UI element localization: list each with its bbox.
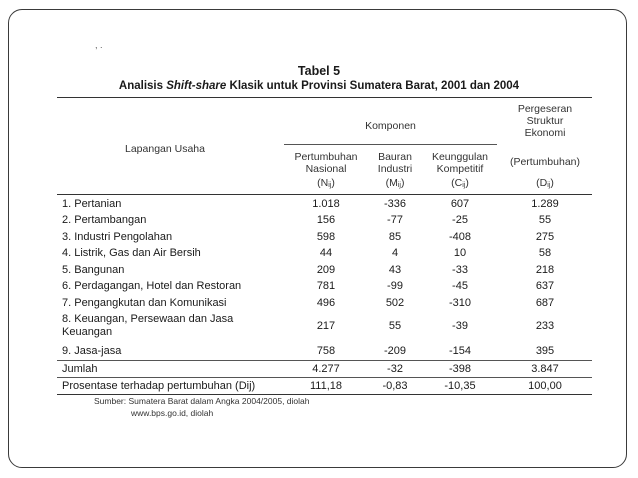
cell-m: 4	[391, 247, 399, 259]
cell-n: 44	[319, 247, 333, 259]
header-lapangan: Lapangan Usaha	[125, 143, 205, 155]
cell-c: 607	[450, 198, 470, 210]
cell-m: -0,83	[382, 380, 408, 392]
cell-m: 55	[388, 320, 402, 332]
cell-n: 209	[316, 264, 336, 276]
cell-m: -32	[387, 363, 403, 375]
cell-m: -99	[387, 280, 403, 292]
cell-n: 781	[316, 280, 336, 292]
cell-d: 3.847	[531, 363, 559, 375]
cell-c: -408	[448, 231, 472, 243]
header-pergeseran-1: Pergeseran	[517, 103, 573, 115]
cell-n: 1.018	[312, 198, 340, 210]
cell-m: 85	[388, 231, 402, 243]
cell-n: 4.277	[312, 363, 340, 375]
header-bi-2: Industri	[377, 163, 413, 175]
cell-d: 55	[538, 214, 552, 226]
cell-m: 502	[385, 297, 405, 309]
header-pn-sym: $(N_{ij})$	[317, 177, 335, 189]
row-label: 1. Pertanian	[62, 198, 122, 210]
table-bottom-rule	[57, 394, 592, 395]
cell-d: 58	[538, 247, 552, 259]
cell-d: 100,00	[528, 380, 562, 392]
header-kk-2: Kompetitif	[436, 163, 484, 175]
cell-d: 687	[535, 297, 555, 309]
cell-c: -398	[448, 363, 472, 375]
header-pn-1: Pertumbuhan	[294, 151, 358, 163]
header-bi-1: Bauran	[378, 151, 412, 163]
cell-n: 758	[316, 345, 336, 357]
cell-n: 598	[316, 231, 336, 243]
cell-n: 217	[316, 320, 336, 332]
cell-c: -45	[452, 280, 468, 292]
komponen-rule	[284, 144, 497, 145]
header-pergeseran-3: Ekonomi	[524, 127, 566, 139]
row-label: 9. Jasa-jasa	[62, 345, 122, 357]
row-label: Jumlah	[62, 363, 98, 375]
row-label: 3. Industri Pengolahan	[62, 231, 173, 243]
row-label: 5. Bangunan	[62, 264, 125, 276]
row-label: 4. Listrik, Gas dan Air Bersih	[62, 247, 201, 259]
cell-c: -39	[452, 320, 468, 332]
jumlah-rule	[57, 360, 592, 361]
row-label: 6. Perdagangan, Hotel dan Restoran	[62, 280, 242, 292]
cell-n: 156	[316, 214, 336, 226]
cell-c: -10,35	[444, 380, 476, 392]
row-label: Prosentase terhadap pertumbuhan (Dij)	[62, 380, 256, 392]
cell-n: 111,18	[309, 380, 342, 392]
header-top-rule	[57, 97, 592, 98]
header-ps-sym: $(D_{ij})$	[536, 177, 554, 189]
cell-m: 43	[388, 264, 402, 276]
header-kk-1: Keunggulan	[431, 151, 489, 163]
header-pergeseran-2: Struktur	[526, 115, 564, 127]
cell-d: 218	[535, 264, 555, 276]
table-subtitle	[0, 79, 638, 93]
header-komponen: Komponen	[365, 120, 416, 132]
source-url: www.bps.go.id, diolah	[131, 408, 214, 418]
cell-c: -154	[448, 345, 472, 357]
row-label-continued: Keuangan	[62, 326, 113, 338]
cell-d: 637	[535, 280, 555, 292]
cell-c: 10	[453, 247, 467, 259]
cell-d: 1.289	[531, 198, 559, 210]
header-bi-sym: $(M_{ij})$	[385, 177, 405, 189]
source-note: Sumber: Sumatera Barat dalam Angka 2004/2005, diolah	[94, 396, 310, 406]
subtitle-italic: Shift-share	[166, 80, 227, 92]
cell-c: -25	[452, 214, 468, 226]
row-label: 8. Keuangan, Persewaan dan Jasa	[62, 313, 234, 325]
row-label: 2. Pertambangan	[62, 214, 147, 226]
cell-m: -209	[383, 345, 407, 357]
header-bottom-rule	[57, 194, 592, 195]
table-title: Tabel 5	[297, 64, 341, 78]
header-ps-1: (Pertumbuhan)	[509, 156, 581, 168]
row-label: 7. Pengangkutan dan Komunikasi	[62, 297, 227, 309]
prosentase-rule	[57, 377, 592, 378]
cell-c: -33	[452, 264, 468, 276]
cell-m: -336	[383, 198, 407, 210]
header-kk-sym: $(C_{ij})$	[451, 177, 469, 189]
corner-mark: , .	[95, 40, 103, 50]
cell-m: -77	[387, 214, 403, 226]
cell-d: 275	[535, 231, 555, 243]
cell-d: 395	[535, 345, 555, 357]
header-pn-2: Nasional	[305, 163, 347, 175]
cell-c: -310	[448, 297, 472, 309]
cell-n: 496	[316, 297, 336, 309]
cell-d: 233	[535, 320, 555, 332]
subtitle-post: Klasik untuk Provinsi Sumatera Barat, 2001 dan 2004	[226, 80, 520, 92]
subtitle-pre: Analisis	[118, 80, 167, 92]
